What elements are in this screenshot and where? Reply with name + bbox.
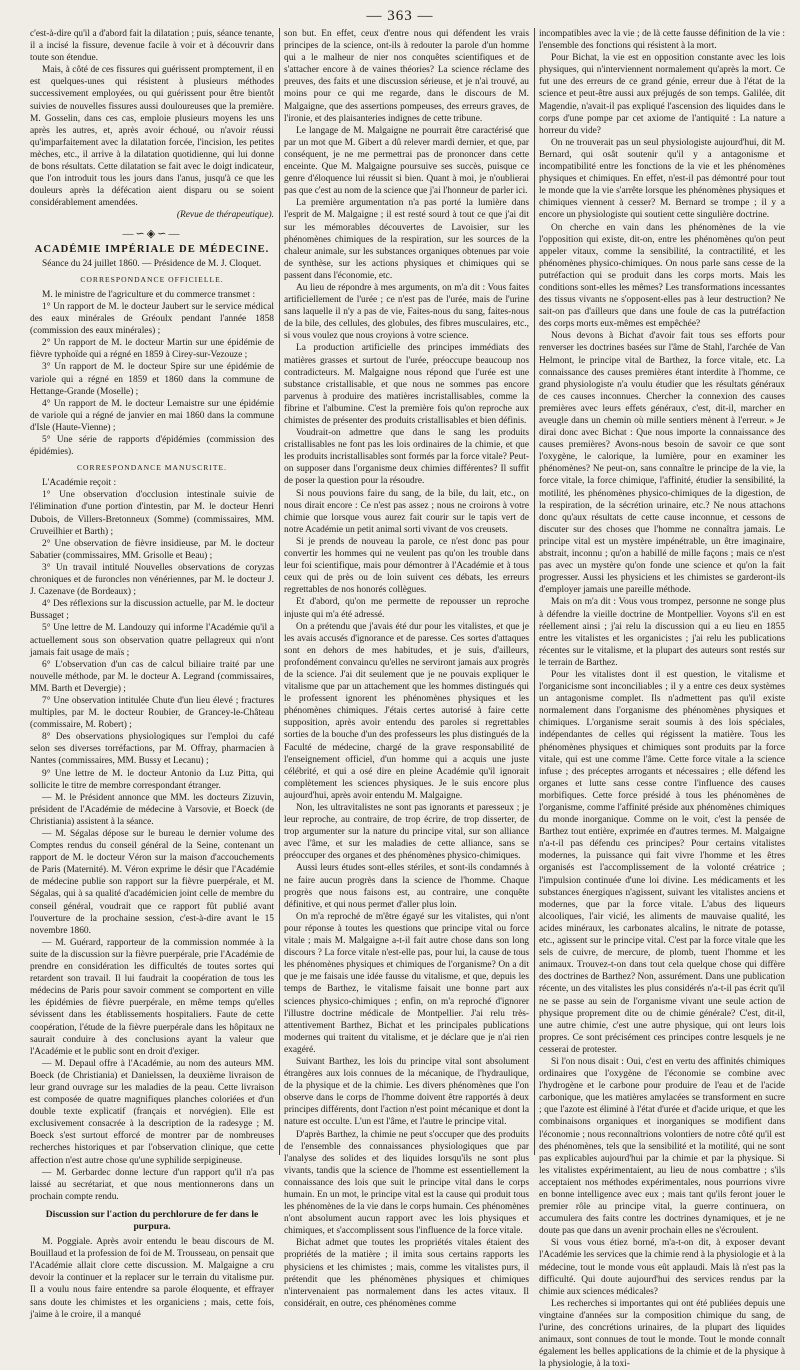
page-number: — 363 —	[366, 8, 434, 24]
paragraph: La production artificielle des principes immédiats des matières grasses et surtout de l'urée, préoccupe beaucoup nos contradicteurs. M. Malgaigne nous répond que l'urée est une substance cristallisable, et que nous ne sommes pas encore parvenus à produire des matières incristallisables, comme la fibrine et l'albumine. C'est la première fois qu'on reproche aux chimistes de présenter des produits cristallisables et bien définis.	[284, 343, 529, 426]
column-divider	[279, 28, 280, 1155]
paragraph: Si je prends de nouveau la parole, ce n'est donc pas pour convertir les hommes qui ne veulent pas qu'on les trouble dans leur foi scientifique, mais pour démontrer à l'Académie et à tous ceux qui de près ou de loin suivent ces débats, les erreurs regrettables de nos honorés collègues.	[284, 536, 529, 596]
paragraph: Suivant Barthez, les lois du principe vital sont absolument étrangères aux lois connues de la mécanique, de l'hydraulique, de la physique et de la chimie. Les divers phénomènes que l'on observe dans le corps de l'homme doivent être rapportés à deux principes différents, dont l'action n'est point mécanique et dont la nature est occulte. L'un est l'âme, et l'autre le principe vital.	[284, 1056, 529, 1128]
paragraph: Si nous pouvions faire du sang, de la bile, du lait, etc., on nous dirait encore : Ce n'est pas assez ; nous ne croirons à votre chimie que lorsque vous aurez fait courir sur le tapis vert de notre Académie un petit animal sorti vivant de vos creusets.	[284, 488, 529, 535]
paragraph: Non, les ultravitalistes ne sont pas ignorants et paresseux ; je leur reproche, au contraire, de trop écrire, de trop disserter, de trop argumenter sur la nature du principe vital, sur son alliance avec l'âme, et sur les maladies de cette alliance, sans se préoccuper des organes et des phénomènes physico-chimiques.	[284, 803, 529, 862]
paragraph: On a prétendu que j'avais été dur pour les vitalistes, et que je les avais accusés d'ignorance et de paresse. Ces sortes d'attaques sont en dehors de mes habitudes, et je suis, d'ailleurs, profondément convaincu qu'elles ne serviront jamais aux progrès de la science. J'ai dit seulement que je ne pouvais expliquer le vitalisme que par un attachement que les hommes distingués qui le professent ignorent les phénomènes physiques et les phénomènes chimiques. J'étais certes autorisé à faire cette supposition, après avoir entendu des paroles si regrettables sorties de la bouche d'un des professeurs les plus distingués de la Faculté de médecine, chargé de la grave responsabilité de l'enseignement officiel, d'un homme qui a acquis une juste célébrité, et qui a osé dire en pleine Académie qu'il ignorait complètement les sciences physiques. Je le suis encore plus aujourd'hui, après avoir entendu M. Malgaigne.	[284, 621, 529, 801]
paragraph: On ne trouverait pas un seul physiologiste aujourd'hui, dit M. Bernard, qui osât soutenir qu'il y a antagonisme et incompatibilité entre les fonctions de la vie et les phénomènes physiques et chimiques. En effet, n'est-il pas démontré pour tout le monde que la vie s'arrête lorsque les phénomènes physiques et chimiques viennent à cesser? M. Bernard se trompe ; il y a encore un physiologiste qui soutient cette singulière doctrine.	[539, 137, 785, 221]
paragraph: — M. Depaul offre à l'Académie, au nom des auteurs MM. Boeck (de Christiania) et Danielssen, la deuxième livraison de leur grand ouvrage sur les maladies de la peau. Cette livraison est composée de quatre magnifiques planches coloriées et d'un double texte explicatif (français et norvégien). Elle est exclusivement consacrée à la description de la radesyge ; M. Boeck s'est surtout efforcé de montrer par de nombreuses recherches historiques et par l'observation clinique, que cette affection n'est autre chose qu'une syphilide serpigineuse.	[30, 1058, 274, 1166]
session-line: Séance du 24 juillet 1860. — Présidence de M. J. Cloquet.	[42, 258, 262, 269]
paragraph: On m'a reproché de m'être égayé sur les vitalistes, qui n'ont pour réponse à toutes les questions que principe vital ou force vitale ; mais M. Malgaigne a-t-il fait autre chose dans son long discours ? La force vitale n'est-elle pas, pour lui, la cause de tous les phénomènes physiques et chimiques de l'organisme? On a dit que je me faisais une idée fausse du vitalisme, et que, depuis les temps de Barthez, le vitalisme faisait une bonne part aux sciences physico-chimiques ; enfin, on m'a reproché d'ignorer l'illustre doctrine médicale de Montpellier. J'ai relu très-attentivement Barthez, Bichat et les principales publications modernes qui traitent du vitalisme, et je déclare que je n'ai rien exagéré.	[284, 911, 529, 1055]
paragraph: incompatibles avec la vie ; de là cette fausse définition de la vie : l'ensemble des fonctions qui résistent à la mort.	[539, 29, 785, 52]
paragraph: 2° Une observation de fièvre insidieuse, par M. le docteur Sabatier (commissaires, MM. Grisolle et Beau) ;	[30, 538, 274, 561]
discussion-title: Discussion sur l'action du perchlorure de fer dans le purpura.	[45, 1208, 259, 1232]
section-title: ACADÉMIE IMPÉRIALE DE MÉDECINE.	[34, 243, 270, 255]
paragraph: L'Académie reçoit :	[42, 478, 117, 489]
paragraph: 4° Des réflexions sur la discussion actuelle, par M. le docteur Bussaget ;	[30, 599, 274, 622]
paragraph: La première argumentation n'a pas porté la lumière dans l'esprit de M. Malgaigne ; il est resté sourd à tout ce que j'ai dit sur les mémorables découvertes de Lavoisier, sur les phénomènes chimiques de la respiration, sur les sources de la chaleur animale, sur les substances organiques obtenues par voie de synthèse, sur les actions physiques et chimiques qui se passent dans l'économie, etc.	[284, 198, 529, 281]
paragraph: 9° Une lettre de M. le docteur Antonio da Luz Pitta, qui sollicite le titre de membre correspondant étranger.	[30, 768, 274, 791]
paragraph: Et d'abord, qu'on me permette de repousser un reproche injuste qui m'a été adressé.	[284, 597, 529, 620]
paragraph: Mais on m'a dit : Vous vous trompez, personne ne songe plus à défendre la vieille doctrine de Montpellier. Voyons s'il en est réellement ainsi ; j'ai relu la discussion qui a eu lieu en 1855 entre les vitalistes et les organicistes ; j'ai relu les publications récentes sur le vitalisme, et la plupart des auteurs sont restés sur le terrain de Barthez.	[539, 597, 785, 668]
paragraph: Aussi leurs études sont-elles stériles, et sont-ils condamnés à ne faire aucun progrès dans la science de l'homme. Chaque progrès que nous faisons est, au contraire, une conquête définitive, et qui nous permet d'aller plus loin.	[284, 863, 529, 910]
paragraph: 2° Un rapport de M. le docteur Martin sur une épidémie de fièvre typhoïde qui a régné en 1859 à Cirey-sur-Vezouze ;	[30, 338, 274, 361]
paragraph: 6° L'observation d'un cas de calcul biliaire traité par une nouvelle méthode, par M. le docteur A. Legrand (commissaires, MM. Barth et Devergie) ;	[30, 659, 274, 694]
subsection-heading: CORRESPONDANCE MANUSCRITE.	[76, 463, 228, 473]
paragraph: D'après Barthez, la chimie ne peut s'occuper que des produits de l'ensemble des connaissances physiologiques que par l'analyse des solides et des liquides lorsqu'ils ne sont plus vivants, tandis que la science de l'homme est essentiellement la connaissance des lois que suit le principe vital dans le corps humain. En un mot, le principe vital est la cause qui produit tous les phénomènes de la vie dans le corps humain. Ces phénomènes n'ont absolument aucun rapport avec les lois physiques et chimiques, et s'accomplissent sous l'influence de la force vitale.	[284, 1129, 529, 1237]
column-divider	[534, 28, 535, 1155]
paragraph: Voudrait-on admettre que dans le sang les produits cristallisables ne font pas les lois ordinaires de la chimie, et que les produits incristallisables sont formés par la force vitale? Peut-on supposer dans l'organisme deux chimies différentes? Il suffit de poser la question pour la résoudre.	[284, 428, 529, 487]
paragraph: Le langage de M. Malgaigne ne pourrait être caractérisé que par un mot que M. Gibert a dû relever mardi dernier, et que, par conséquent, je ne me permettrai pas de prononcer dans cette enceinte. Que M. Malgaigne poursuive ses succès, puisque ce genre d'éloquence lui réussit si bien. Quant à moi, je n'oublierai pas que c'est au nom de la science que j'ai l'honneur de parler ici.	[284, 125, 529, 197]
paragraph: 1° Un rapport de M. le docteur Jaubert sur le service médical des eaux minérales de Gréoulx pendant l'année 1858 (commission des eaux minérales) ;	[30, 301, 274, 337]
paragraph: 5° Une lettre de M. Landouzy qui informe l'Académie qu'il a actuellement sous son observation quatre pellagreux qui n'ont jamais fait usage de maïs ;	[30, 623, 274, 658]
paragraph: Pour les vitalistes dont il est question, le vitalisme et l'organicisme sont inconciliables ; il y a entre ces deux systèmes un antagonisme complet. Ils n'admettent pas qu'il existe normalement dans l'organisme des phénomènes physiques et chimiques. L'organisme serait soumis à des lois spéciales, indépendantes de celles qui régissent la matière. Tous les phénomènes physiques et chimiques sont produits par la force vitale, qui est une comme l'âme. Cette force vitale a la science infuse ; des préceptes arrogants et nécessaires ; elle défend les organes et lutte sans cesse contre l'influence des causes morbifiques. Cette force présidé à tous les phénomènes de l'organisme, comme l'affinité préside aux phénomènes chimiques du monde inorganique. Comme on le voit, c'est la pensée de Barthez tout entière, exprimée en d'autres termes. M. Malgaigne n'a-t-il pas défendu ces principes? Pour certains vitalistes modernes, la puissance qui fait vivre l'homme et les êtres organisés est l'accomplissement de la volonté créatrice ; l'impulsion continuée d'une loi divine. Les médicaments et les substances énergiques n'agissent, suivant les vitalistes anciens et modernes, que par la force vitale. L'abus des liqueurs alcooliques, l'air vicié, les aliments de mauvaise qualité, les acides minéraux, les carbonates alcalins, le nitrate de potasse, etc., agissent sur le principe vital. C'est par la force vitale que les sels de cuivre, de mercure, de plomb, tuent l'homme et les animaux. Trouvez-t-on dans tout cela quelque chose qui diffère des doctrines de Barthez? Non, assurément. Dans une publication récente, un des vitalistes les plus considérés n'a-t-il pas écrit qu'il ne se passe au sein de l'organisme vivant une seule action de physique proprement dite ou de chimie générale? C'est, dit-il, une autre chimie, c'est une autre physique, qui ont leurs lois propres. Ce sont précisément ces principes contre lesquels je ne cesserai de protester.	[539, 669, 785, 1055]
paragraph: Mais, à côté de ces fissures qui guérissent promptement, il en est quelques-unes qui résistent à plusieurs méthodes successivement employées, ou qui guérissent pour être bientôt suivies de nouvelles fissures aussi douloureuses que la première. M. Gosselin, dans ces cas, emploie plusieurs moyens les uns après les autres, et, après avoir échoué, ou n'avoir réussi qu'imparfaitement avec la dilatation forcée, l'incision, les petites mèches, etc., il arrive à la dilatation quotidienne, qui lui donne de bons résultats. Cette dilatation se fait avec le doigt indicateur, que l'on introduit tous les jours dans l'anus, jusqu'à ce que les douleurs après la défécation aient disparu ou se soient considérablement amendées.	[30, 65, 274, 209]
source-citation: (Revue de thérapeutique).	[176, 210, 274, 221]
paragraph: Si vous vous étiez borné, m'a-t-on dit, à exposer devant l'Académie les services que la chimie rend à la physiologie et à la médecine, tout le monde vous eût applaudi. Mais là n'est pas la difficulté. Qui doute aujourd'hui des services rendus par la chimie aux sciences médicales?	[539, 1238, 785, 1297]
paragraph: Si l'on nous disait : Oui, c'est en vertu des affinités chimiques ordinaires que l'oxygène de l'économie se combine avec l'hydrogène et le carbone pour produire de l'eau et de l'acide carbonique, que les matières amylacées se transforment en sucre ; que l'azote est éliminé à l'état d'urée et d'acide urique, et que les combinaisons organiques et inorganiques se modifient dans l'économie ; nous reconnaîtrions volontiers de notre côté qu'il est des phénomènes, tels que la sensibilité et la motilité, qui ne sont pas explicables aujourd'hui par la chimie et par la physique. Si les vitalistes expérimentaient, au lieu de nous combattre ; s'ils acceptaient nos méthodes expérimentales, nous pourrions vivre en bonne intelligence avec eux ; mais tant qu'ils feront jouer le premier rôle au principe vital, la guerre continuera, on accumulera des faits contre les doctrines dynamiques, et je ne doute pas que dans un avenir prochain elles ne s'écroulent.	[539, 1056, 785, 1237]
paragraph: son but. En effet, ceux d'entre nous qui défendent les vrais principes de la science, ont-ils à redouter la parole d'un homme qui a le malheur de nier nos conquêtes scientifiques et de s'attacher encore à de vaines théories? La science réclame des preuves, des faits et une discussion sérieuse, et je n'ai trouvé, au moins pour ce qui me regarde, dans le discours de M. Malgaigne, que des assertions pompeuses, des erreurs graves, de l'ironie, et des plaisanteries indignes de cette tribune.	[284, 29, 529, 124]
paragraph: Les recherches si importantes qui ont été publiées depuis une vingtaine d'années sur la composition chimique du sang, de l'urine, des concrétions urinaires, de la plupart des liquides animaux, sont connues de tout le monde. Tout le monde connaît également les belles applications de la chimie et de la physique à la physiologie, à la toxi-	[539, 1298, 785, 1370]
column-2	[284, 28, 529, 1309]
column-3	[539, 28, 785, 1370]
paragraph: — M. Ségalas dépose sur le bureau le dernier volume des Comptes rendus du conseil général de la Seine, contenant un rapport de M. le docteur Véron sur la maison d'accouchements de Paris (Maternité). M. Véron exprime le désir que l'Académie de médecine publie son rapport sur la fièvre puerpérale, et M. Ségalas, qui à sa qualité d'académicien joint celle de membre du conseil général, voudrait que ce rapport fût publié avant l'ouverture de la prochaine session, c'est-à-dire avant le 15 novembre 1860.	[30, 829, 274, 936]
paragraph: 5° Une série de rapports d'épidémies (commission des épidémies).	[30, 435, 274, 458]
ornament-divider: —∽◈∽—	[122, 227, 182, 240]
paragraph: 3° Un travail intitulé Nouvelles observations de coryzas chroniques et de furoncles non vénériennes, par M. le docteur J. J. Cazenave (de Bordeaux) ;	[30, 562, 274, 598]
column-1	[30, 28, 274, 1320]
subsection-heading: CORRESPONDANCE OFFICIELLE.	[80, 274, 224, 284]
paragraph: Bichat admet que toutes les propriétés vitales étaient des propriétés de la matière ; il imita sous certains rapports les physiciens et les chimistes ; mais, comme les vitalistes purs, il prétendit que les phénomènes physiques et chimiques n'intervenaient pas normalement dans les actes vitaux. Il considérait, en outre, ces phénomènes comme	[284, 1238, 529, 1309]
paragraph: c'est-à-dire qu'il a d'abord fait la dilatation ; puis, séance tenante, il a incisé la fissure, devenue facile à voir et à découvrir dans toute son étendue.	[30, 29, 274, 64]
paragraph: 8° Des observations physiologiques sur l'emploi du café selon ses diverses torréfactions, par M. Offray, pharmacien à Nantes (commissaires, MM. Bussy et Lecanu) ;	[30, 732, 274, 767]
paragraph: Au lieu de répondre à mes arguments, on m'a dit : Vous faites artificiellement de l'urée ; ce n'est pas de l'urée, mais de l'urine sans laquelle il n'y a pas de vie, Faites-nous du sang, faites-nous de la bile, des cellules, des globules, des fibres musculaires, etc., si vous voulez que nous croyions à votre science.	[284, 282, 529, 342]
paragraph: — M. Guérard, rapporteur de la commission nommée à la suite de la discussion sur la fièvre puerpérale, prie l'Académie de prendre en considération les difficultés de toutes sortes qui retardent son travail. Il lui faudrait la coopération de tous les médecins de Paris pour savoir comment se comportent en ville les épidémies de fièvre puerpérale, en même temps qu'elles sévissent dans les établissements hospitaliers. Faute de cette coopération, l'étude de la fièvre puerpérale dans les hôpitaux ne saurait conduire à des conclusions ayant la valeur que l'Académie et le public sont en droit d'exiger.	[30, 937, 274, 1057]
paragraph: — M. le Président annonce que MM. les docteurs Zizuvin, président de l'Académie de médecine à Varsovie, et Boeck (de Christiania) assistent à la séance.	[30, 792, 274, 827]
paragraph: 1° Une observation d'occlusion intestinale suivie de l'élimination d'une portion d'intestin, par M. le docteur Henri Dubois, de Villers-Bretonneux (Somme) (commissaires, MM. Cruveilhier et Barth) ;	[30, 490, 274, 537]
paragraph: M. Poggiale. Après avoir entendu le beau discours de M. Bouillaud et la profession de foi de M. Trousseau, on pensait que l'Académie allait clore cette discussion. M. Malgaigne a cru devoir la continuer et la replacer sur le terrain du vitalisme pur. Il a voulu nous faire entendre sa parole éloquente, et effrayer sans doute les chimistes et les organiciens ; mais, cette fois, j'aime à le croire, il a manqué	[30, 1237, 274, 1320]
paragraph: 4° Un rapport de M. le docteur Lemaistre sur une épidémie de variole qui a régné de janvier en mai 1860 dans la commune d'Isle (Haute-Vienne) ;	[30, 398, 274, 433]
paragraph: Nous devons à Bichat d'avoir fait tous ses efforts pour renverser les doctrines basées sur l'âme de Stahl, l'archée de Van Helmont, le principe vital de Barthez, la force vitale, etc. La connaissance des causes premières étant interdite à l'homme, ce grand physiologiste n'a voulu étudier que les résultats généraux de ces causes inconnues. Chercher la connexion des causes premières avec leurs effets généraux, c'est, dit-il, marcher en aveugle dans un chemin où mille sentiers mènent à l'erreur. » Je dirai donc avec Bichat : Que nous importe la connaissance des causes premières? Avons-nous besoin de savoir ce que sont l'oxygène, le calorique, la lumière, pour en examiner les phénomènes? Ne peut-on, sans connaître le principe de la vie, la force vitale, la force chimique, l'affinité, étudier la sensibilité, la motilité, les phénomènes physico-chimiques de la digestion, de la respiration, de la sécrétion urinaire, etc.? Ne nous attachons donc qu'aux résultats de cette cause inconnue, et cessons de discuter sur des choses que l'homme ne connaîtra jamais. Le principe vital est un mystère impénétrable, un être imaginaire, abstrait, inconnu ; qu'on a habillé de mille façons ; mais ce n'est pas avec un mystère qu'on fonde une science et qu'on la fait progresser. Aussi les physiciens et les chimistes se garderont-ils d'employer jamais une pareille méthode.	[539, 331, 785, 596]
paragraph: On cherche en vain dans les phénomènes de la vie l'opposition qui existe, dit-on, entre les phénomènes qu'on peut appeler vitaux, comme la sensibilité, la contractilité, et les phénomènes physico-chimiques. On nous parle sans cesse de la putréfaction qui se produit dans les corps morts. Mais les conditions sont-elles les mêmes? Les transformations incessantes des tissus vivants ne s'opposent-elles pas à leur destruction? Ne sait-on pas d'ailleurs que dans une foule de cas la putréfaction des corps morts eux-mêmes est empêchée?	[539, 222, 785, 330]
paragraph: M. le ministre de l'agriculture et du commerce transmet :	[42, 289, 256, 300]
paragraph: — M. Gerbardec donne lecture d'un rapport qu'il n'a pas laissé au secrétariat, et que nous mentionnerons dans un prochain compte rendu.	[30, 1167, 274, 1202]
paragraph: 3° Un rapport de M. le docteur Spire sur une épidémie de variole qui a régné en 1859 et 1860 dans la commune de Hettange-Grande (Moselle) ;	[30, 362, 274, 397]
paragraph: 7° Une observation intitulée Chute d'un lieu élevé ; fractures multiples, par M. le docteur Roubier, de Grancey-le-Château (commissaire, M. Robert) ;	[30, 695, 274, 731]
paragraph: Pour Bichat, la vie est en opposition constante avec les lois physiques, qui n'interviennent normalement qu'après la mort. Ce fut une des erreurs de ce grand génie, erreur due à l'état de la science et peut-être aussi aux préjugés de son temps. Galilée, dit Magendie, n'avait-il pas expliqué l'ascension des liquides dans le corps d'une pompe par cet axiome de l'antiquité : La nature a horreur du vide?	[539, 53, 785, 136]
